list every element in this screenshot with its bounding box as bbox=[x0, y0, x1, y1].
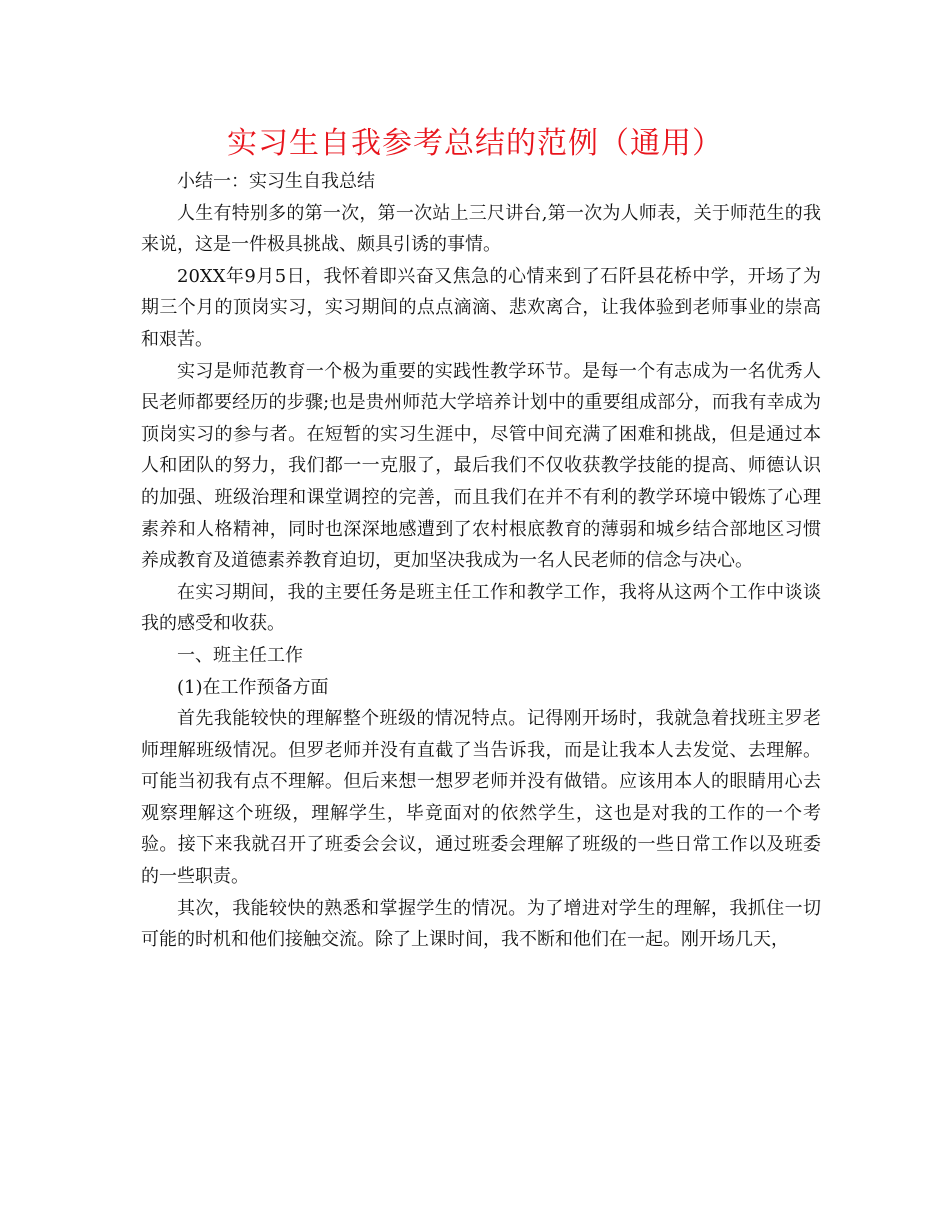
paragraph: 在实习期间，我的主要任务是班主任工作和教学工作，我将从这两个工作中谈谈我的感受和收获。 bbox=[141, 581, 821, 635]
document-title: 实习生自我参考总结的范例（通用） bbox=[227, 126, 723, 161]
paragraph: 20XX年9月5日，我怀着即兴奋又焦急的心情来到了石阡县花桥中学，开场了为期三个月的顶岗实习，实习期间的点点滴滴、悲欢离合，让我体验到老师事业的崇高和艰苦。 bbox=[141, 265, 821, 350]
paragraph: 其次，我能较快的熟悉和掌握学生的情况。为了增进对学生的理解，我抓住一切可能的时机和他们接触交流。除了上课时间，我不断和他们在一起。刚开场几天， bbox=[141, 897, 821, 951]
section-heading: 一、班主任工作 bbox=[177, 644, 303, 666]
subsection-heading: (1)在工作预备方面 bbox=[177, 676, 329, 698]
paragraph: 实习是师范教育一个极为重要的实践性教学环节。是每一个有志成为一名优秀人民老师都要经历的步骤;也是贵州师范大学培养计划中的重要组成部分，而我有幸成为顶岗实习的参与者。在短暂的实习生涯中，尽管中间充满了困难和挑战，但是通过本人和团队的努力，我们都一一克服了，最后我们不仅收获教学技能的提高、师德认识的加强、班级治理和课堂调控的完善，而且我们在并不有利的教学环境中锻炼了心理素养和人格精神，同时也深深地感遭到了农村根底教育的薄弱和城乡结合部地区习惯养成教育及道德素养教育迫切，更加坚决我成为一名人民老师的信念与决心。 bbox=[141, 360, 821, 572]
paragraph-subtitle: 小结一：实习生自我总结 bbox=[177, 171, 375, 192]
paragraph: 首先我能较快的理解整个班级的情况特点。记得刚开场时，我就急着找班主罗老师理解班级情况。但罗老师并没有直截了当告诉我，而是让我本人去发觉、去理解。可能当初我有点不理解。但后来想一想罗老师并没有做错。应该用本人的眼睛用心去观察理解这个班级，理解学生，毕竟面对的依然学生，这也是对我的工作的一个考验。接下来我就召开了班委会会议，通过班委会理解了班级的一些日常工作以及班委的一些职责。 bbox=[141, 708, 821, 888]
document-body bbox=[141, 166, 821, 956]
paragraph: 人生有特别多的第一次，第一次站上三尺讲台,第一次为人师表，关于师范生的我来说，这是一件极具挑战、颇具引诱的事情。 bbox=[141, 202, 821, 256]
